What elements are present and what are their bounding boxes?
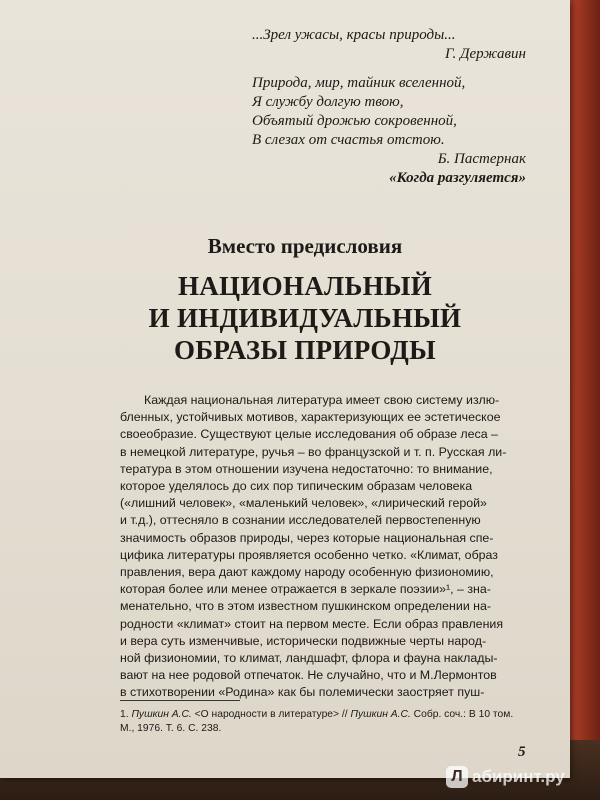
body-line: значимость образов природы, через которые национальная спе- xyxy=(120,530,494,545)
chapter-title xyxy=(0,270,570,366)
title-line: И ИНДИВИДУАЛЬНЫЙ xyxy=(148,303,462,333)
labirint-watermark xyxy=(446,764,565,790)
footnote-author: Пушкин А.С. xyxy=(131,709,192,720)
chapter-subtitle: Вместо предисловия xyxy=(207,234,403,258)
footnote-author: Пушкин А.С. xyxy=(350,709,411,720)
body-line: Каждая национальная литература имеет свою систему излю- xyxy=(144,393,500,407)
footnote-line-1 xyxy=(120,708,530,722)
body-line: бленных, устойчивых мотивов, характеризующих ее эстетическое xyxy=(120,410,501,425)
epigraph-line: Я службу долгую твою, xyxy=(252,94,404,110)
body-line: («лишний человек», «маленький человек», «лирический герой» xyxy=(120,496,487,511)
body-line: которое уделялось до сих пор типическим образам человека xyxy=(120,479,473,494)
epigraph-line: В слезах от счастья отстою. xyxy=(252,132,445,148)
footnote-text: <О народности в литературе> // xyxy=(191,709,351,720)
epigraph-line: ...Зрел ужасы, красы природы... xyxy=(252,27,456,43)
epigraph-pasternak xyxy=(226,74,526,188)
body-text xyxy=(120,392,530,702)
epigraph-author: Б. Пастернак xyxy=(437,151,526,167)
labirint-logo-icon: Л xyxy=(446,766,468,788)
body-line: родности «климат» стоит на первом месте. Если образ правления xyxy=(120,616,504,631)
epigraph-derzhavin xyxy=(226,26,526,64)
footnote-number: 1. xyxy=(120,709,129,720)
epigraph-author: Г. Державин xyxy=(445,46,526,62)
footnote-text: Собр. соч.: В 10 том. xyxy=(410,709,514,720)
epigraph-line: Объятый дрожью сокровенной, xyxy=(252,113,457,129)
watermark-text: абиринт.ру xyxy=(472,767,565,786)
body-line: правления, вера дают каждому народу особенную физиономию, xyxy=(120,565,494,580)
title-line: НАЦИОНАЛЬНЫЙ xyxy=(177,271,433,301)
body-line: менательно, что в этом известном пушкинском определении на- xyxy=(120,599,492,614)
footnote-divider xyxy=(120,700,240,701)
body-line: и т.д.), оттесняло в сознании исследователей первостепенную xyxy=(120,513,481,528)
body-line: тература в этом отношении изучена недостаточно: то внимание, xyxy=(120,461,493,476)
epigraph-line: Природа, мир, тайник вселенной, xyxy=(252,75,466,91)
epigraph-stanza xyxy=(226,74,526,150)
body-line: в стихотворении «Родина» как бы полемически заостряет пуш- xyxy=(120,685,485,700)
body-line: цифика литературы проявляется особенно четко. «Климат, образ xyxy=(120,547,498,562)
body-line: своеобразие. Существуют целые исследования об образе леса – xyxy=(120,427,498,442)
footnote-line-2: М., 1976. Т. 6. С. 238. xyxy=(120,723,222,734)
body-line: вают на нее родовой отпечаток. Не случайно, что и М.Лермонтов xyxy=(120,668,497,683)
body-line: и вера суть изменчивые, исторически подвижные черты народ- xyxy=(120,633,487,648)
body-line: которая более или менее отражается в зеркале поэзии»¹, – зна- xyxy=(120,582,491,597)
title-line: ОБРАЗЫ ПРИРОДЫ xyxy=(173,335,436,365)
epigraph-source: «Когда разгуляется» xyxy=(389,170,526,186)
body-line: ной физиономии, то климат, ландшафт, флора и фауна наклады- xyxy=(120,651,498,666)
footnote xyxy=(120,708,530,736)
page-number: 5 xyxy=(518,744,526,760)
body-line: в немецкой литературе, ручья – во французской и т. п. Русская ли- xyxy=(120,444,507,459)
